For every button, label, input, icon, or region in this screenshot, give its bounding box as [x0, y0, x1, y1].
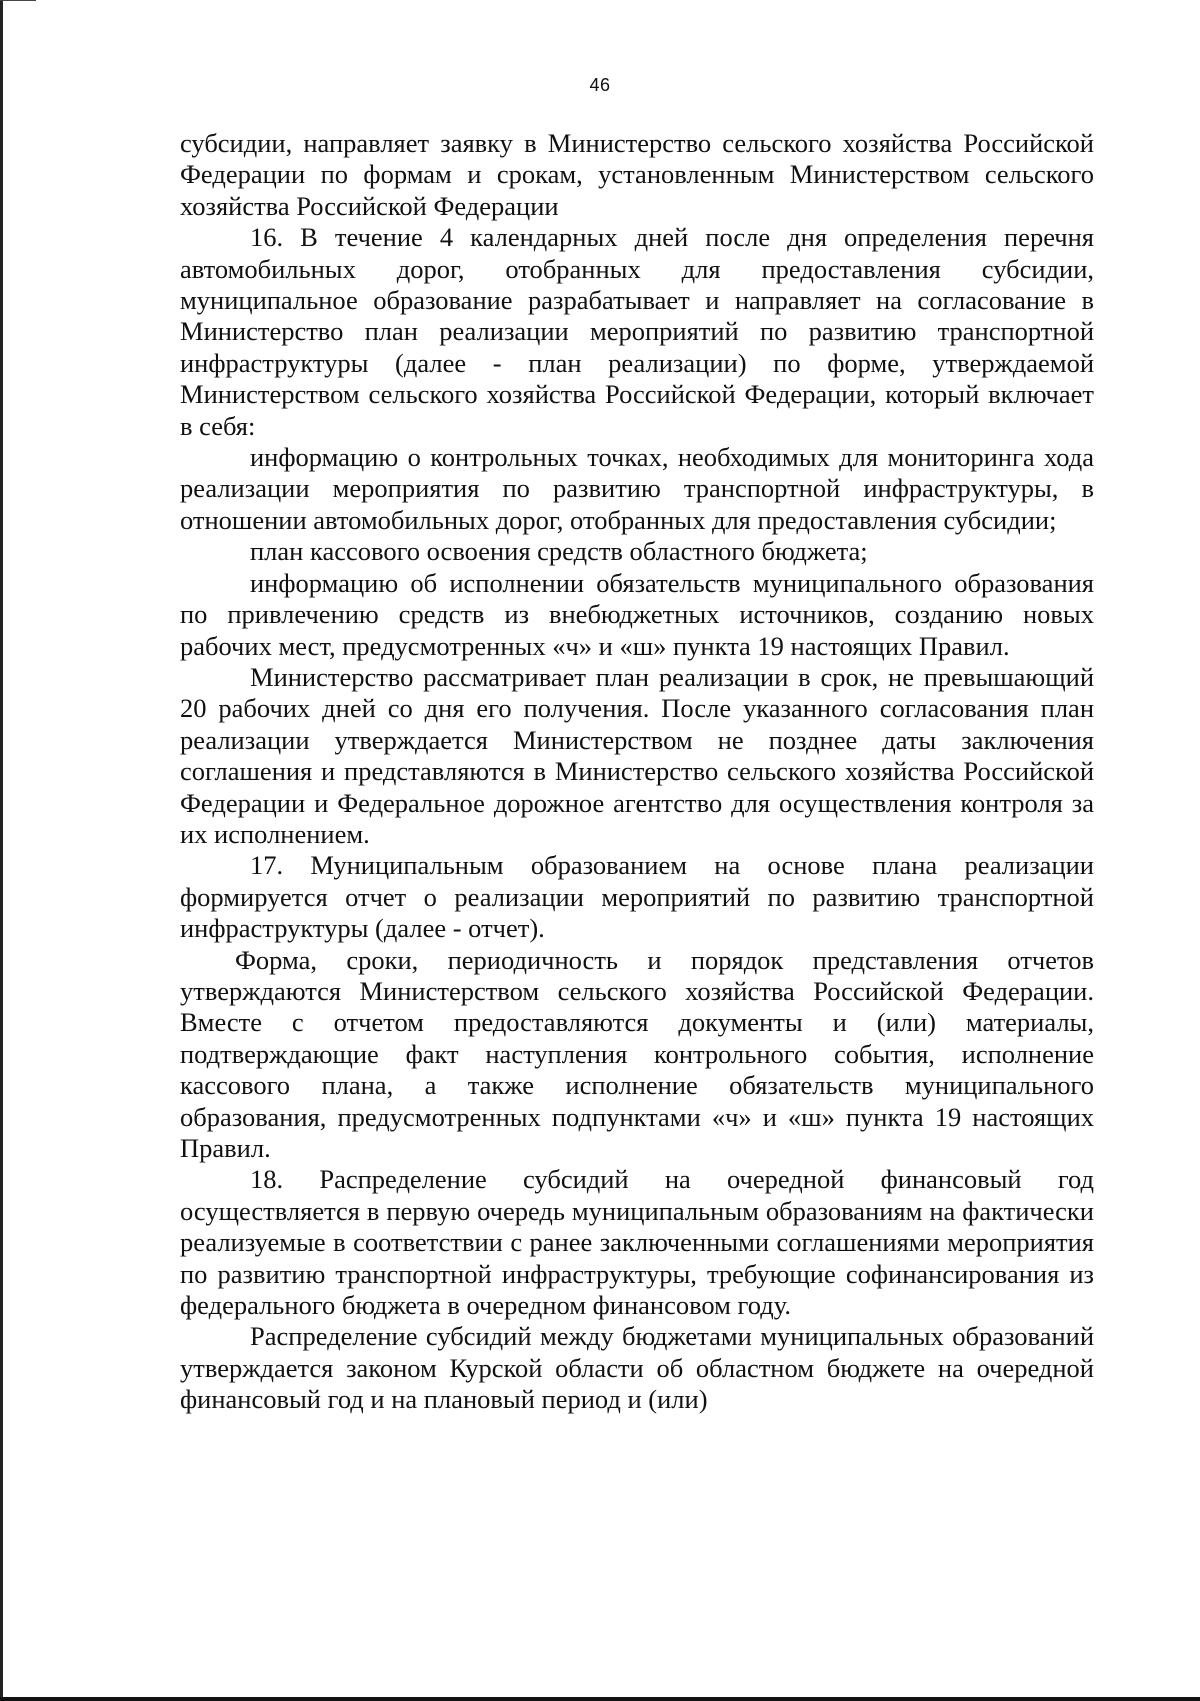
- scan-corner-mark: [0, 0, 36, 13]
- document-body: [180, 128, 1094, 1416]
- paragraph-distribution-law: Распределение субсидий между бюджетами муниципальных образований утверждается законом Курской области об областном бюджете на очередной финансовый год и на плановый период и (или): [180, 1321, 1094, 1415]
- page-number: 46: [589, 75, 611, 95]
- paragraph-report-form: Форма, сроки, периодичность и порядок представления отчетов утверждаются Министерством сельского хозяйства Российской Федерации. Вместе с отчетом предоставляются документы и (или) материалы, подтверждающие факт наступления контрольного события, исполнение кассового плана, а также исполнение обязательств муниципального образования, предусмотренных подпунктами «ч» и «ш» пункта 19 настоящих Правил.: [180, 944, 1094, 1163]
- paragraph-ministry-review: Министерство рассматривает план реализации в срок, не превышающий 20 рабочих дней со дня его получения. После указанного согласования план реализации утверждается Министерством не позднее даты заключения соглашения и представляются в Министерство сельского хозяйства Российской Федерации и Федеральное дорожное агентство для осуществления контроля за их исполнением.: [180, 661, 1094, 849]
- paragraph-item-18: 18. Распределение субсидий на очередной финансовый год осуществляется в первую очередь муниципальным образованиям на фактически реализуемые в соответствии с ранее заключенными соглашениями мероприятия по развитию транспортной инфраструктуры, требующие софинансирования из федерального бюджета в очередном финансовом году.: [180, 1164, 1094, 1321]
- paragraph-control-points: информацию о контрольных точках, необходимых для мониторинга хода реализации мероприятия по развитию транспортной инфраструктуры, в отношении автомобильных дорог, отобранных для предоставления субсидии;: [180, 442, 1094, 535]
- paragraph-item-17: 17. Муниципальным образованием на основе плана реализации формируется отчет о реализации мероприятий по развитию транспортной инфраструктуры (далее - отчет).: [180, 850, 1094, 944]
- scan-left-edge: [0, 0, 3, 1701]
- paragraph-continuation: субсидии, направляет заявку в Министерство сельского хозяйства Российской Федерации по формам и срокам, установленным Министерством сельского хозяйства Российской Федерации: [180, 128, 1094, 221]
- scan-bottom-edge: [0, 1697, 1200, 1701]
- paragraph-obligations-info: информацию об исполнении обязательств муниципального образования по привлечению средств из внебюджетных источников, созданию новых рабочих мест, предусмотренных «ч» и «ш» пункта 19 настоящих Правил.: [180, 567, 1094, 661]
- paragraph-item-16: 16. В течение 4 календарных дней после дня определения перечня автомобильных дорог, отобранных для предоставления субсидии, муниципальное образование разрабатывает и направляет на согласование в Министерство план реализации мероприятий по развитию транспортной инфраструктуры (далее - план реализации) по форме, утверждаемой Министерством сельского хозяйства Российской Федерации, который включает в себя:: [180, 222, 1094, 441]
- paragraph-cash-plan: план кассового освоения средств областного бюджета;: [250, 536, 868, 567]
